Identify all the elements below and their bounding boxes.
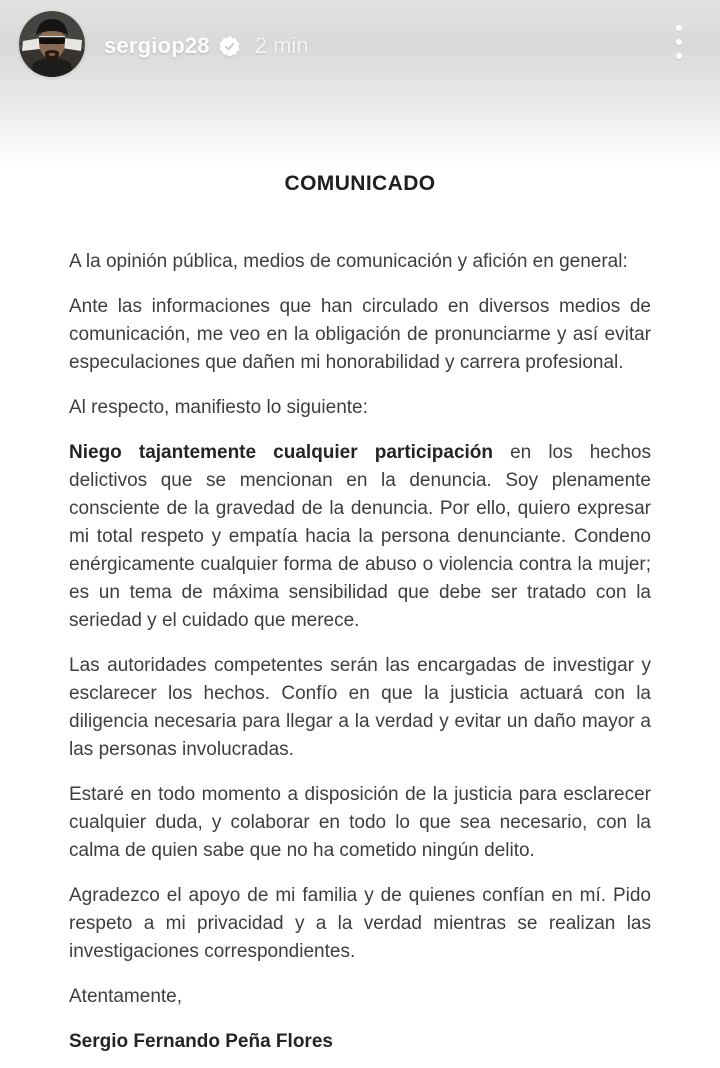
three-dots-menu-icon[interactable] xyxy=(674,23,684,61)
document-paragraph: Ante las informaciones que han circulado en diversos medios de comunicación, me veo en la obligación de pronunciarme y así evitar especulaciones que dañen mi honorabilidad y carrera profesional. xyxy=(69,296,651,373)
document-paragraph: Agradezco el apoyo de mi familia y de quienes confían en mí. Pido respeto a mi privacidad y a la verdad mientras se realizan las investigaciones correspondientes. xyxy=(69,885,651,962)
username[interactable]: sergiop28 xyxy=(104,33,210,58)
document-body xyxy=(69,248,651,1056)
header-identity xyxy=(104,0,309,92)
document-paragraph: Atentamente, xyxy=(69,986,183,1007)
document-paragraph: Al respecto, manifiesto lo siguiente: xyxy=(69,397,368,418)
document-paragraph: Niego tajantemente cualquier participación en los hechos delictivos que se mencionan en la denuncia. Soy plenamente consciente de la gravedad de la denuncia. Por ello, quiero expresar mi total respeto y empatía hacia la persona denunciante. Condeno enérgicamente cualquier forma de abuso o violencia contra la mujer; es un tema de máxima sensibilidad que debe ser tratado con la seriedad y el cuidado que merece. xyxy=(69,442,651,631)
document-paragraph: A la opinión pública, medios de comunicación y afición en general: xyxy=(69,251,628,272)
document-paragraph: Estaré en todo momento a disposición de la justicia para esclarecer cualquier duda, y colaborar en todo lo que sea necesario, con la calma de quien sabe que no ha cometido ningún delito. xyxy=(69,784,651,861)
verified-badge-icon xyxy=(219,36,240,57)
paragraph-bold-lead: Niego tajantemente cualquier participación xyxy=(69,442,493,463)
avatar[interactable] xyxy=(19,11,85,77)
story-timestamp: 2 min xyxy=(254,33,309,58)
document-title: COMUNICADO xyxy=(284,172,436,195)
document-paragraph: Las autoridades competentes serán las encargadas de investigar y esclarecer los hechos. Confío en que la justicia actuará con la diligencia necesaria para llegar a la verdad y evitar un daño mayor a las personas involucradas. xyxy=(69,655,651,760)
document-paragraph: Sergio Fernando Peña Flores xyxy=(69,1031,333,1052)
avatar-image xyxy=(19,11,85,77)
story-header xyxy=(0,0,720,92)
